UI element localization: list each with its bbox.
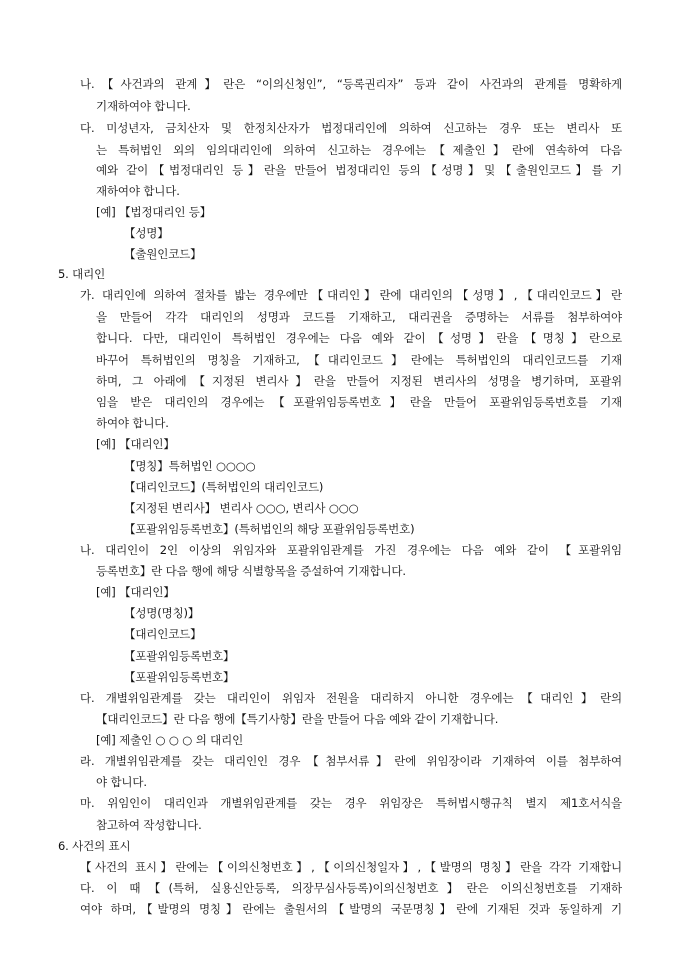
item-da-line-1: 다. 미성년자, 금치산자 및 한정치산자가 법정대리인에 의하여 신고하는 경우 또는 변리사 또 <box>80 121 622 135</box>
item-ga-line-6: 임을 받은 대리인의 경우에는【포괄위임등록번호】란을 만들어 포괄위임등록번호를 기재 <box>96 395 622 409</box>
example-label: [예] 제출인 ○ ○ ○ 의 대리인 <box>96 733 244 747</box>
example-line: 【성명(명칭)】 <box>124 606 200 620</box>
item-na2-line-1: 나. 대리인이 2인 이상의 위임자와 포괄위임관계를 가진 경우에는 다음 예와 같이 【포괄위임 <box>80 543 622 557</box>
example-line: 【명칭】특허법인 ○○○○ <box>124 459 256 473</box>
example-line: 【대리인코드】(특허법인의 대리인코드) <box>124 480 324 494</box>
item-ga-line-4: 바꾸어 특허법인의 명칭을 기재하고,【대리인코드】란에는 특허법인의 대리인코드를 기재 <box>96 353 622 367</box>
item-da-line-3: 예와 같이【법정대리인 등】란을 만들어 법정대리인 등의【성명】및【출원인코드】를 기 <box>96 163 622 177</box>
example-line: 【포괄위임등록번호】 <box>124 670 235 684</box>
section-5-heading: 5. 대리인 <box>58 267 106 281</box>
item-ga-line-2: 을 만들어 각각 대리인의 성명과 코드를 기재하고, 대리권을 증명하는 서류를 첨부하여야 <box>96 310 622 324</box>
section-6-line-2: 다. 이 때【(특허, 실용신안등록, 의장무심사등록)이의신청번호】란은 이의신청번호를 기재하 <box>80 881 622 895</box>
item-na-line-2: 기재하여야 합니다. <box>96 99 191 113</box>
example-line: 【대리인코드】 <box>124 627 202 641</box>
item-da2-line-1: 다. 개별위임관계를 갖는 대리인이 위임자 전원을 대리하지 아니한 경우에는【대리인】란의 <box>80 691 622 705</box>
example-line: 【포괄위임등록번호】 <box>124 649 235 663</box>
item-ga-line-7: 하여야 합니다. <box>96 416 169 430</box>
section-6-line-1: 【사건의 표시】란에는【이의신청번호】,【이의신청일자】,【발명의 명칭】란을 각각 기재합니 <box>80 860 622 874</box>
example-label: [예] 【대리인】 <box>96 437 175 451</box>
section-6-line-3: 여야 하며,【발명의 명칭】란에는 출원서의【발명의 국문명칭】란에 기재된 것과 동일하게 기 <box>80 902 622 916</box>
item-ga-line-3: 합니다. 다만, 대리인이 특허법인 경우에는 다음 예와 같이【성명】란을【명칭】란으로 <box>96 331 622 345</box>
example-label: [예] 【대리인】 <box>96 585 175 599</box>
item-da-line-4: 재하여야 합니다. <box>96 184 180 198</box>
item-ga-line-5: 하며, 그 아래에【지정된 변리사】란을 만들어 지정된 변리사의 성명을 병기하며, 포괄위 <box>96 374 622 388</box>
item-da2-line-2: 【대리인코드】란 다음 행에【특기사항】란을 만들어 다음 예와 같이 기재합니다. <box>96 712 499 726</box>
item-ma-line-2: 참고하여 작성합니다. <box>96 818 202 832</box>
example-label: [예] 【법정대리인 등】 <box>96 205 212 219</box>
example-line: 【포괄위임등록번호】(특허법인의 해당 포괄위임등록번호) <box>124 522 415 536</box>
example-line: 【출원인코드】 <box>124 247 202 261</box>
item-ra-line-1: 라. 개별위임관계를 갖는 대리인인 경우【첨부서류】란에 위임장이라 기재하여 이를 첨부하여 <box>80 754 622 768</box>
example-line: 【지정된 변리사】 변리사 ○○○, 변리사 ○○○ <box>124 501 359 515</box>
example-line: 【성명】 <box>124 226 169 240</box>
item-da-line-2: 는 특허법인 외의 임의대리인에 의하여 신고하는 경우에는【제출인】란에 연속하여 다음 <box>96 143 622 157</box>
item-na2-line-2: 등록번호】란 다음 행에 해당 식별항목을 증설하여 기재합니다. <box>96 564 406 578</box>
item-ga-line-1: 가. 대리인에 의하여 절차를 밟는 경우에만【대리인】란에 대리인의【성명】,【대리인코드】란 <box>80 288 622 302</box>
item-ma-line-1: 마. 위임인이 대리인과 개별위임관계를 갖는 경우 위임장은 특허법시행규칙 별지 제1호서식을 <box>80 796 622 810</box>
section-6-heading: 6. 사건의 표시 <box>58 839 131 853</box>
item-na-line-1: 나.【사건과의 관계】란은 “이의신청인”, “등록권리자” 등과 같이 사건과의 관계를 명확하게 <box>80 77 622 91</box>
item-ra-line-2: 야 합니다. <box>96 775 147 789</box>
